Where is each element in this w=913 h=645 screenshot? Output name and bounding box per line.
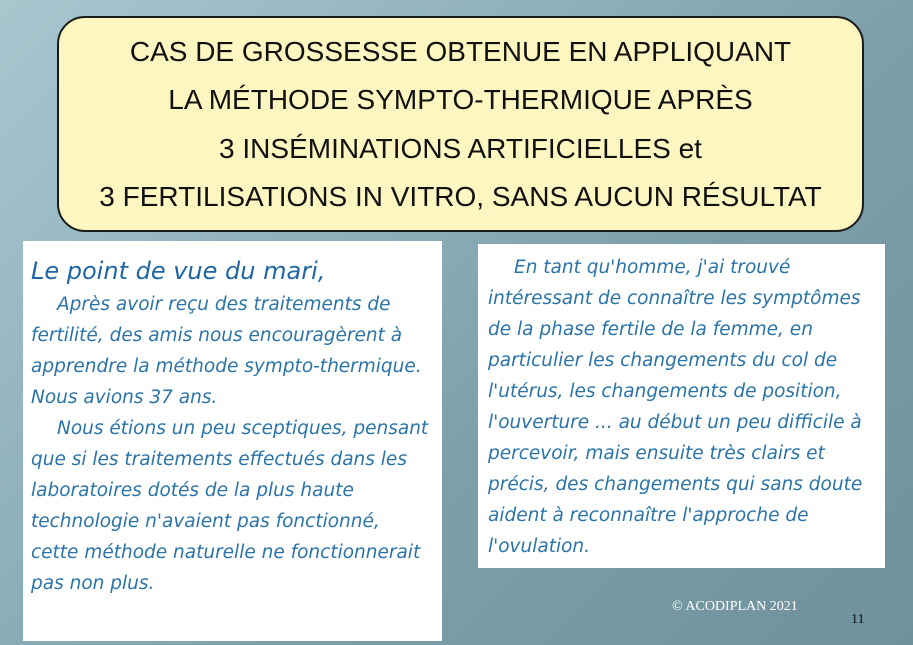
title-box xyxy=(57,16,864,232)
observation-paragraph: En tant qu'homme, j'ai trouvé intéressant de connaître les symptômes de la phase fertile de la femme, en particulier les changements du col de l'utérus, les changements de position, l'ouverture ... au début un peu difficile à percevoir, mais ensuite très clairs et précis, des changements qui sans doute aident à reconnaître l'approche de l'ovulation. xyxy=(488,257,863,557)
page-number: 11 xyxy=(851,612,865,627)
testimony-heading: Le point de vue du mari, xyxy=(31,257,326,285)
title-line-3: 3 INSÉMINATIONS ARTIFICIELLES et xyxy=(219,133,702,164)
testimony-paragraph-1: Après avoir reçu des traitements de fertilité, des amis nous encouragèrent à apprendre la méthode sympto-thermique. Nous avions 37 ans. xyxy=(31,294,422,408)
testimony-paragraph-2: Nous étions un peu sceptiques, pensant que si les traitements effectués dans les laboratoires dotés de la plus haute technologie n'avaient pas fonctionné, cette méthode naturelle ne fonctionnerait pas non plus. xyxy=(31,418,429,594)
husband-observation-card xyxy=(478,244,885,568)
title-line-2: LA MÉTHODE SYMPTO-THERMIQUE APRÈS xyxy=(168,84,753,115)
title-line-4: 3 FERTILISATIONS IN VITRO, SANS AUCUN RÉSULTAT xyxy=(99,181,822,212)
husband-testimony-card xyxy=(23,241,442,641)
copyright-text: © ACODIPLAN 2021 xyxy=(672,599,798,614)
title-line-1: CAS DE GROSSESSE OBTENUE EN APPLIQUANT xyxy=(129,36,792,67)
